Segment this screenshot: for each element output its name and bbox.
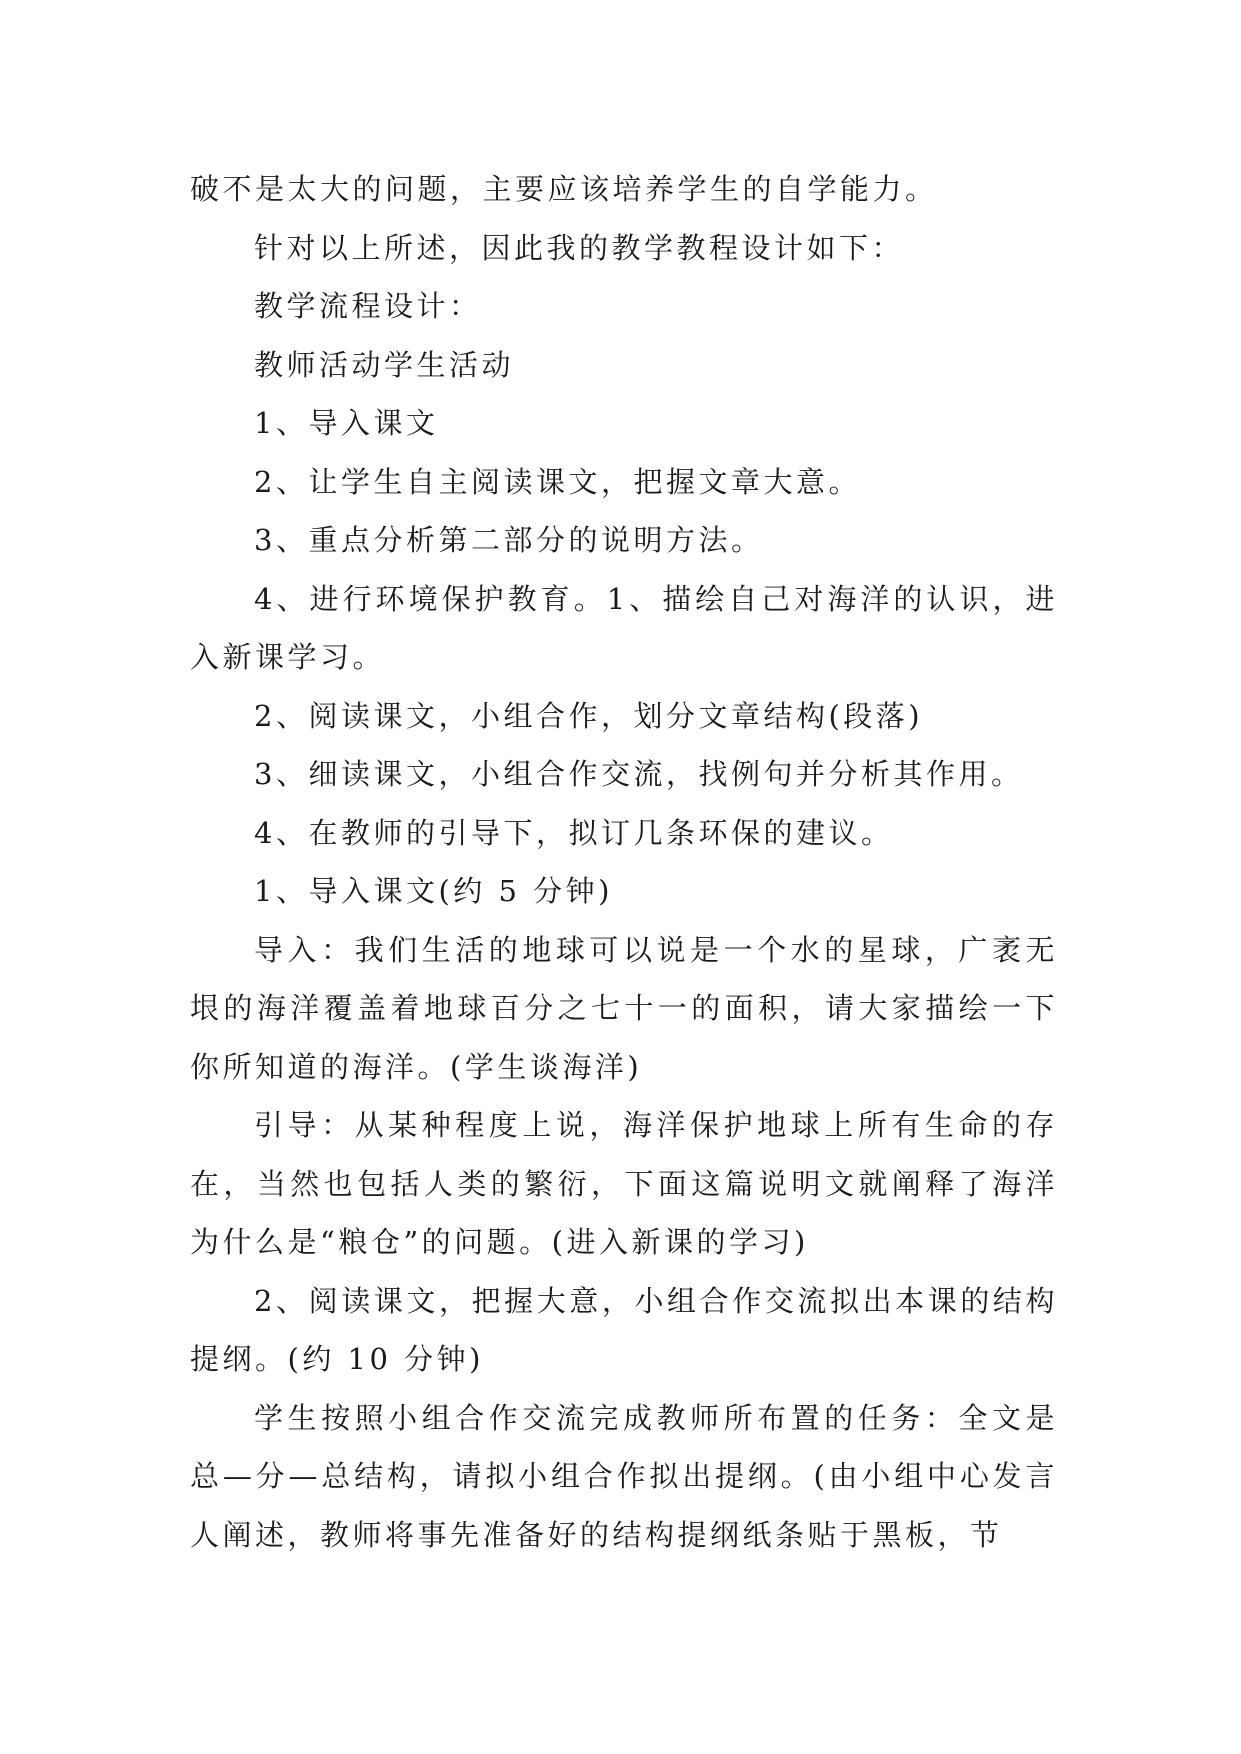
paragraph: 针对以上所述，因此我的教学教程设计如下： [254,230,905,265]
paragraph: 2、让学生自主阅读课文，把握文章大意。 [254,464,861,499]
paragraph: 3、重点分析第二部分的说明方法。 [254,523,764,557]
paragraph: 4、在教师的引导下，拟订几条环保的建议。 [254,815,894,850]
paragraph: 1、导入课文(约 5 分钟) [254,874,613,908]
body-text [190,160,1058,1564]
paragraph: 2、阅读课文，把握大意，小组合作交流拟出本课的结构提纲。(约 10 分钟) [190,1283,1058,1376]
paragraph: 导入：我们生活的地球可以说是一个水的星球，广袤无垠的海洋覆盖着地球百分之七十一的面积，请大家描绘一下你所知道的海洋。(学生谈海洋) [190,932,1058,1084]
paragraph: 学生按照小组合作交流完成教师所布置的任务：全文是总—分—总结构，请拟小组合作拟出提纲。(由小组中心发言人阐述，教师将事先准备好的结构提纲纸条贴于黑板，节 [190,1400,1058,1552]
paragraph: 1、导入课文 [254,406,439,440]
paragraph: 教学流程设计： [254,289,482,323]
paragraph: 4、进行环境保护教育。1、描绘自己对海洋的认识，进入新课学习。 [190,581,1058,674]
paragraph: 2、阅读课文，小组合作，划分文章结构(段落) [254,698,924,733]
paragraph: 教师活动学生活动 [254,347,515,382]
paragraph: 引导：从某种程度上说，海洋保护地球上所有生命的存在，当然也包括人类的繁衍，下面这篇说明文就阐释了海洋为什么是“粮仓”的问题。(进入新课的学习) [190,1108,1058,1259]
paragraph: 3、细读课文，小组合作交流，找例句并分析其作用。 [254,757,1024,791]
paragraph: 破不是太大的问题，主要应该培养学生的自学能力。 [190,172,938,206]
